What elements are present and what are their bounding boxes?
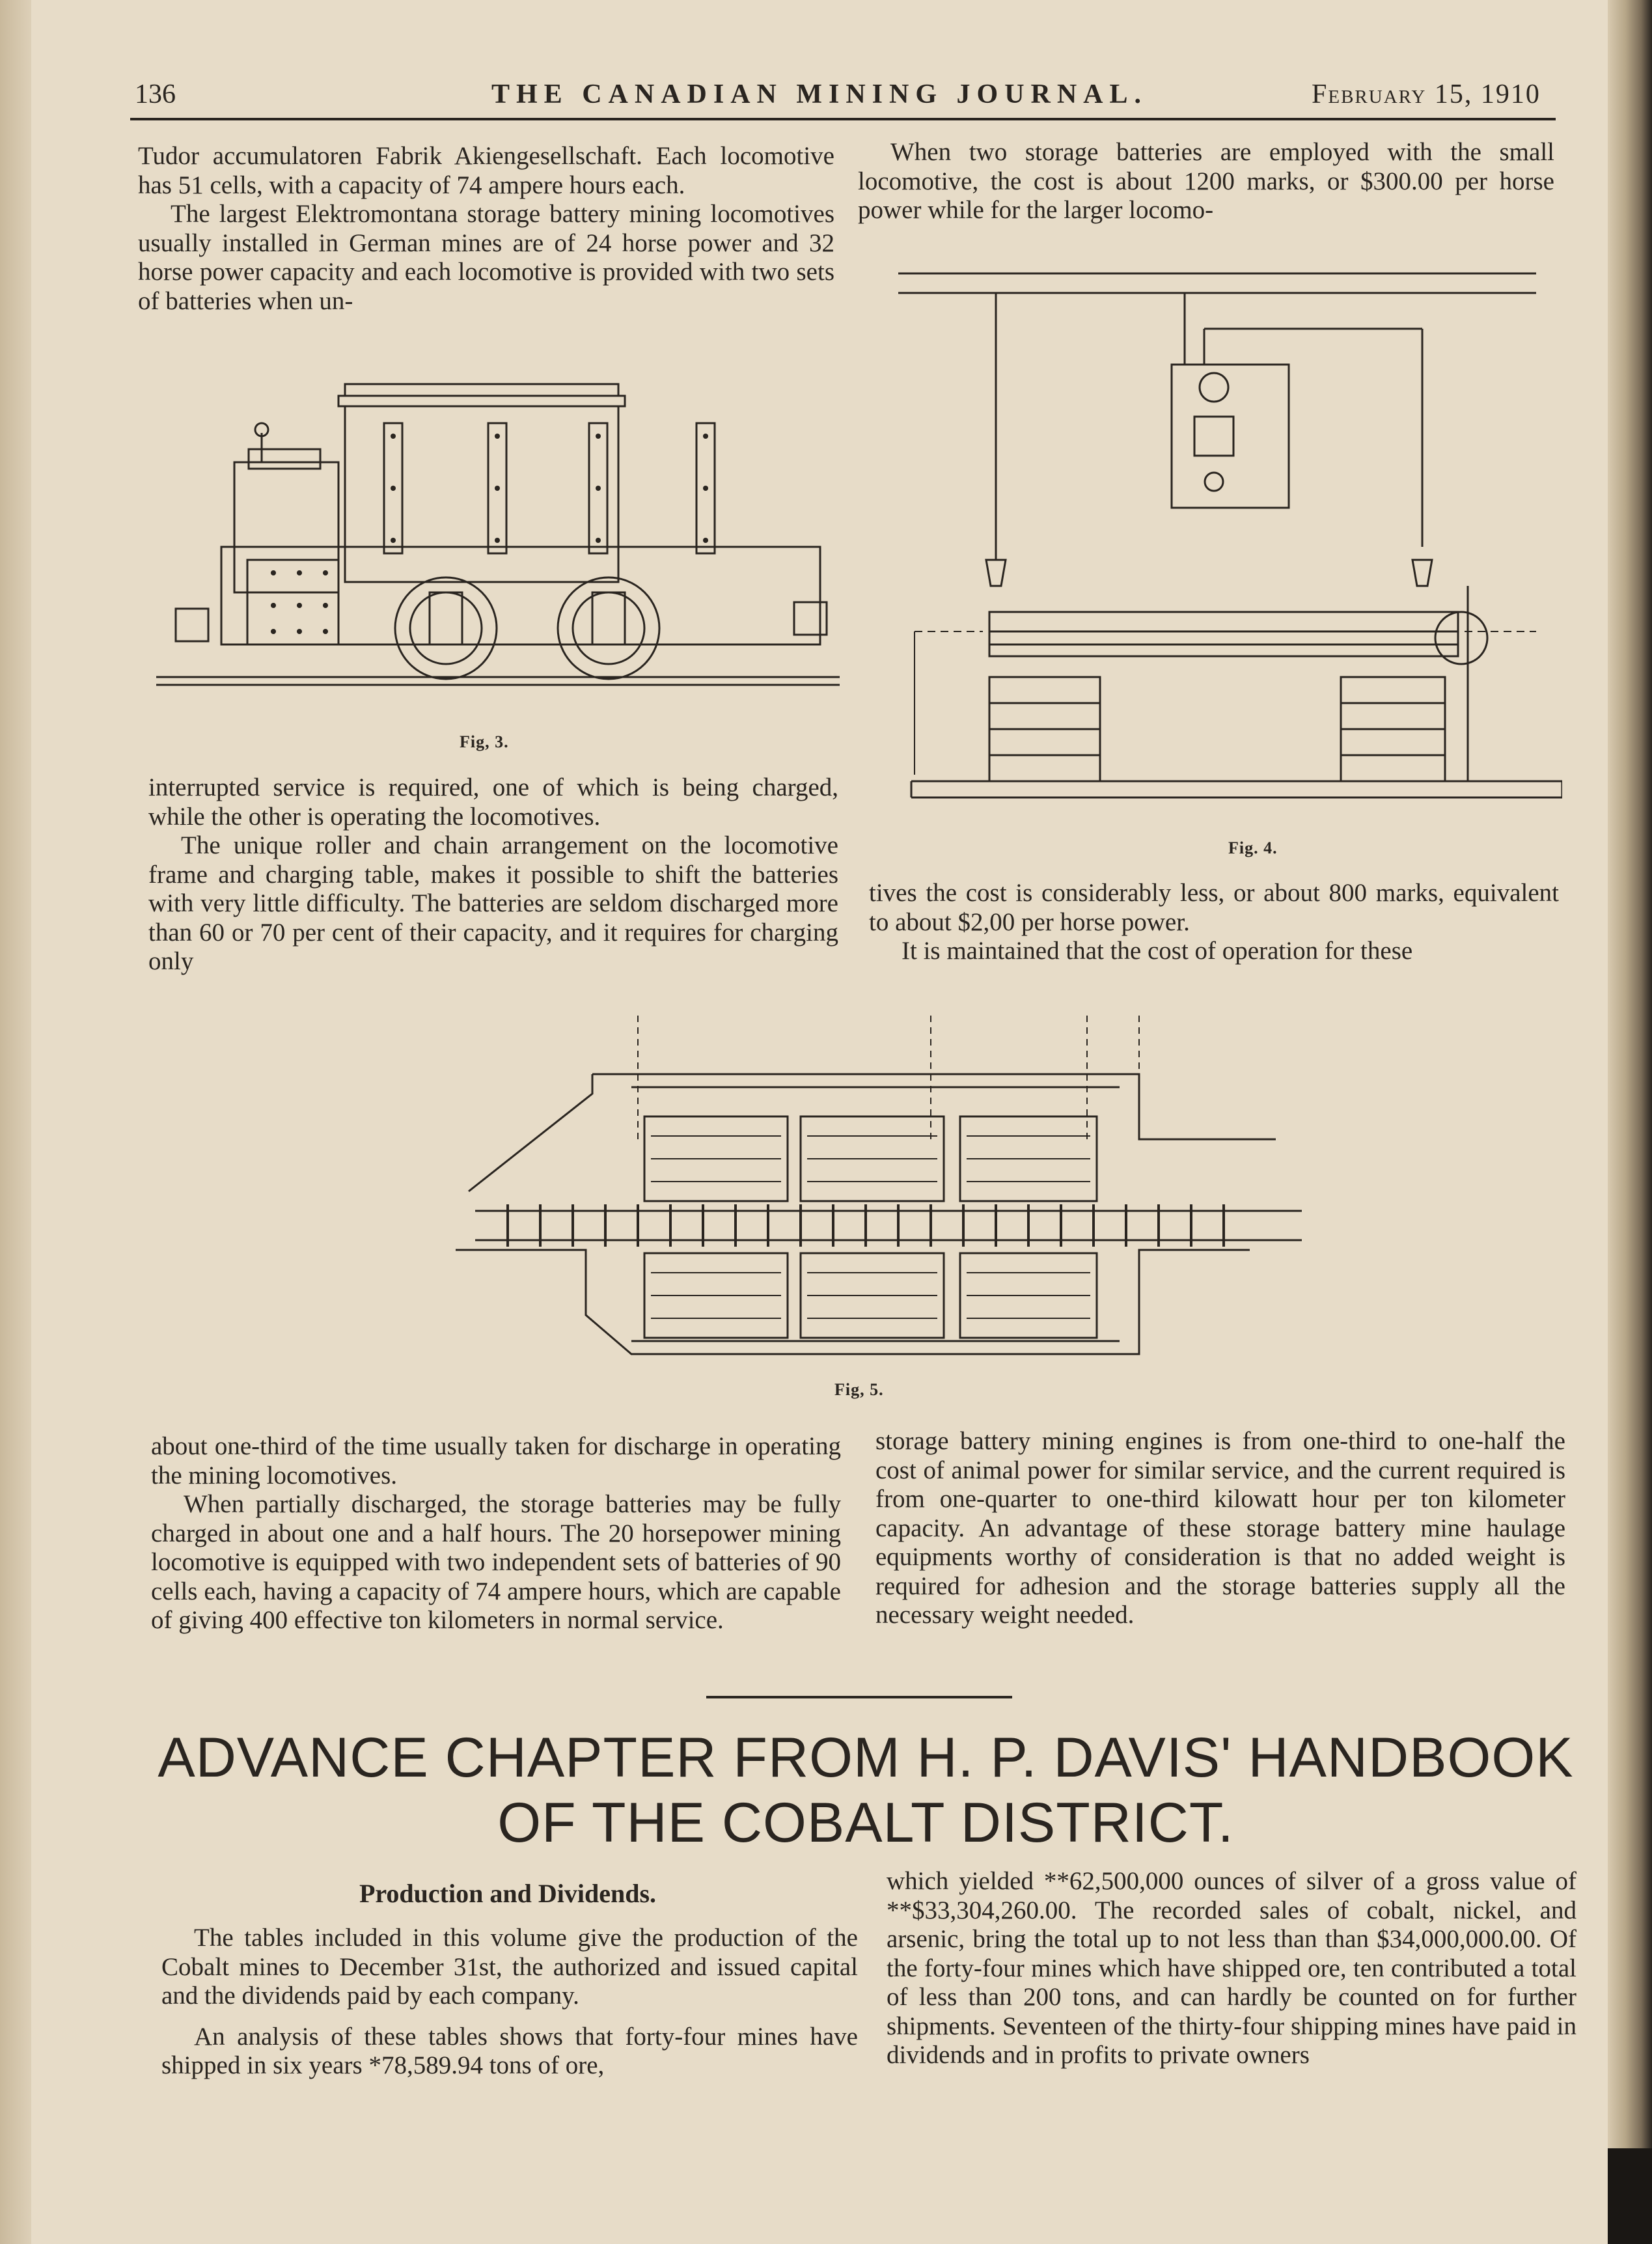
paragraph: An analysis of these tables shows that forty-four mines have shipped in six years *78,589.94 tons of ore, [161, 2022, 858, 2079]
fig3-locomotive-drawing [150, 371, 840, 723]
paragraph: The unique roller and chain arrangement on the locomotive frame and charging table, makes it possible to shift the batteries with very little difficulty. The batteries are seldom discharged more than 60 or 70 per cent of their capacity, and it requires for charging only [148, 831, 838, 975]
paragraph: The largest Elektromontana storage battery mining locomotives usually installed in German mines are of 24 horse power and 32 horse power capacity and each locomotive is provided with two sets of batteries when un- [138, 200, 834, 315]
paragraph: Tudor accumulatoren Fabrik Akiengesellschaft. Each locomotive has 51 cells, with a capacity of 74 ampere hours each. [138, 142, 834, 199]
paragraph: storage battery mining engines is from one-third to one-half the cost of animal power for similar service, and the current required is from one-quarter to one-third kilowatt hour per ton kilometer capacity. An advantage of these storage battery mine haulage equipments worthy of consideration is that no added weight is required for adhesion and the storage batteries supply all the necessary weight needed. [875, 1427, 1565, 1629]
article-heading-line1: ADVANCE CHAPTER FROM H. P. DAVIS' HANDBOOK [158, 1726, 1574, 1789]
text-column-left-top [138, 142, 834, 316]
fig4-charging-table-drawing [885, 260, 1562, 827]
journal-title: THE CANADIAN MINING JOURNAL. [491, 79, 1148, 109]
paragraph: tives the cost is considerably less, or about 800 marks, equivalent to about $2,00 per horse power. [869, 879, 1559, 936]
background-corner [1608, 2148, 1652, 2244]
page-binding-shadow [1608, 0, 1652, 2244]
paragraph: which yielded **62,500,000 ounces of silver of a gross value of **$33,304,260.00. The recorded sales of cobalt, nickel, and arsenic, bring the total up to not less than than $34,000,000.00. Of the forty-four mines which have shipped ore, ten contributed a total of less than 200 tons, and can hardly be counted on for further shipments. Seventeen of the thirty-four shipping mines have paid in dividends and in profits to private owners [887, 1867, 1576, 2069]
paragraph: It is maintained that the cost of operation for these [902, 937, 1413, 965]
page-gutter [0, 0, 31, 2244]
fig3-caption: Fig, 3. [460, 732, 509, 751]
text-column-right-top [858, 138, 1554, 225]
fig5-caption: Fig, 5. [834, 1380, 884, 1399]
article-subheading: Production and Dividends. [359, 1879, 657, 1908]
article-column-left [161, 1924, 858, 2081]
paragraph: When partially discharged, the storage batteries may be fully charged in about one and a half hours. The 20 horsepower mining locomotive is equipped with two independent sets of batteries of 90 cells each, having a capacity of 74 ampere hours, which are capable of giving 400 effective ton kilometers in normal service. [151, 1490, 841, 1634]
issue-date: February 15, 1910 [1312, 79, 1541, 109]
paragraph: When two storage batteries are employed with the small locomotive, the cost is about 1200 marks, or $300.00 per horse power while for the larger locomo- [858, 138, 1554, 224]
fig5-plan-drawing [417, 1009, 1302, 1374]
article-heading-line2: OF THE COBALT DISTRICT. [497, 1792, 1234, 1854]
fig4-caption: Fig. 4. [1228, 838, 1278, 857]
text-column-left-lower [151, 1432, 841, 1635]
section-divider [706, 1696, 1012, 1698]
header-rule [130, 118, 1556, 120]
paragraph: interrupted service is required, one of which is being charged, while the other is operating the locomotives. [148, 773, 838, 831]
text-column-right-lower [875, 1427, 1565, 1630]
text-column-left-mid [148, 773, 838, 977]
paragraph: about one-third of the time usually taken for discharge in operating the mining locomotives. [151, 1432, 841, 1489]
text-column-right-mid [869, 879, 1559, 966]
article-column-right [887, 1867, 1576, 2070]
paragraph: The tables included in this volume give the production of the Cobalt mines to December 31st, the authorized and issued capital and the dividends paid by each company. [161, 1924, 858, 2010]
page-number: 136 [135, 79, 176, 109]
